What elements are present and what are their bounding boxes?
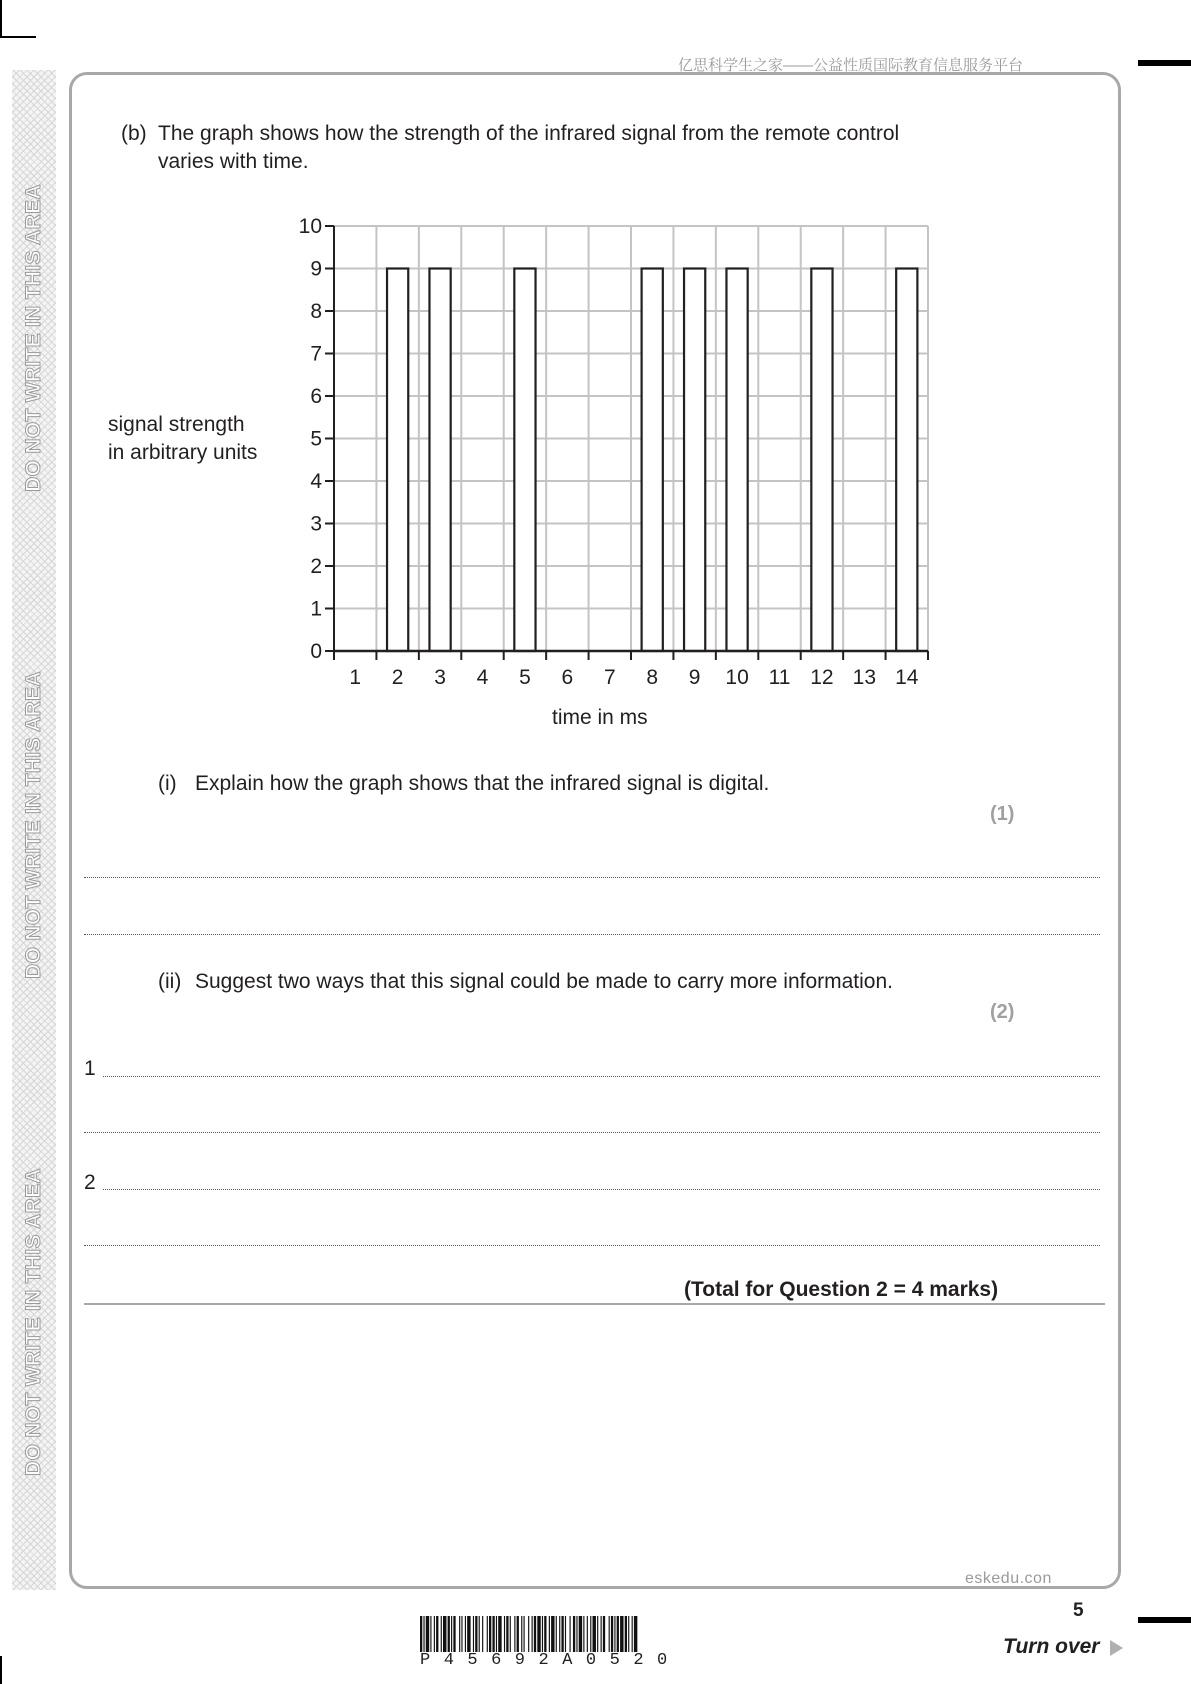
chart-pulse: [514, 269, 535, 652]
answer-line[interactable]: [84, 1132, 1100, 1133]
y-tick-label: 2: [310, 555, 322, 578]
part-ii-label: (ii): [158, 970, 182, 993]
turn-over-arrow-icon: [1110, 1640, 1123, 1656]
part-ii-marks: (2): [990, 1001, 1015, 1023]
x-tick-label: 10: [725, 666, 749, 689]
watermark: eskedu.con: [965, 1570, 1052, 1587]
x-tick-label: 12: [810, 666, 834, 689]
answer-line[interactable]: [103, 1076, 1100, 1077]
x-tick-label: 1: [349, 666, 362, 689]
barcode: [420, 1616, 812, 1652]
signal-chart: [0, 0, 1191, 760]
part-i-marks: (1): [990, 803, 1015, 825]
x-tick-label: 13: [852, 666, 877, 689]
x-tick-label: 7: [603, 666, 616, 689]
part-i-label: (i): [158, 772, 177, 795]
x-tick-label: 8: [646, 666, 659, 689]
chart-pulses: [387, 269, 917, 652]
y-axis-label: in arbitrary units: [108, 441, 258, 464]
chart-pulse: [387, 269, 408, 652]
x-tick-label: 11: [768, 666, 791, 689]
answer-line[interactable]: [103, 1189, 1100, 1190]
chart-pulse: [684, 269, 705, 652]
x-axis-label: time in ms: [552, 706, 648, 729]
chart-pulse: [642, 269, 663, 652]
total-marks: (Total for Question 2 = 4 marks): [684, 1278, 999, 1301]
y-tick-label: 4: [310, 470, 322, 493]
divider: [84, 1303, 1105, 1305]
answer-number: 1: [84, 1057, 96, 1080]
x-tick-label: 5: [519, 666, 531, 689]
chart-pulse: [811, 269, 832, 652]
question-label: (b): [121, 122, 147, 145]
header-note: 亿思科学生之家——公益性质国际教育信息服务平台: [678, 57, 1024, 74]
y-tick-label: 3: [310, 512, 322, 536]
answer-line[interactable]: [84, 934, 1100, 935]
y-tick-label: 10: [298, 215, 322, 238]
part-ii-text: Suggest two ways that this signal could be made to carry more information.: [195, 970, 894, 993]
chart-grid: [334, 226, 928, 651]
y-tick-label: 1: [310, 597, 322, 621]
answer-number: 2: [84, 1171, 96, 1194]
answer-line[interactable]: [84, 1245, 1100, 1246]
barcode-number: P45692A0520: [420, 1651, 681, 1670]
x-tick-label: 9: [688, 666, 701, 689]
x-tick-label: 6: [561, 666, 574, 689]
x-tick-label: 2: [391, 666, 404, 689]
y-tick-label: 9: [310, 257, 322, 281]
chart-axes: [325, 226, 928, 660]
chart-pulse: [726, 269, 747, 652]
y-tick-label: 6: [310, 385, 322, 408]
question-text: varies with time.: [158, 150, 309, 173]
part-i-text: Explain how the graph shows that the infrared signal is digital.: [195, 772, 770, 795]
x-tick-label: 4: [476, 666, 489, 689]
crop-mark: [1138, 1617, 1191, 1623]
question-text: The graph shows how the strength of the infrared signal from the remote control: [158, 122, 900, 145]
turn-over-label: Turn over: [1003, 1635, 1100, 1658]
y-tick-label: 5: [310, 427, 322, 451]
y-tick-label: 7: [310, 342, 322, 366]
x-tick-label: 3: [434, 666, 446, 689]
x-tick-label: 14: [895, 666, 919, 689]
y-axis-label: signal strength: [108, 413, 245, 436]
page-number: 5: [1073, 1600, 1084, 1621]
crop-mark: [0, 1656, 2, 1684]
chart-pulse: [429, 269, 450, 652]
answer-line[interactable]: [84, 877, 1100, 878]
chart-pulse: [896, 269, 917, 652]
y-tick-label: 0: [310, 640, 322, 663]
y-tick-label: 8: [310, 300, 322, 323]
